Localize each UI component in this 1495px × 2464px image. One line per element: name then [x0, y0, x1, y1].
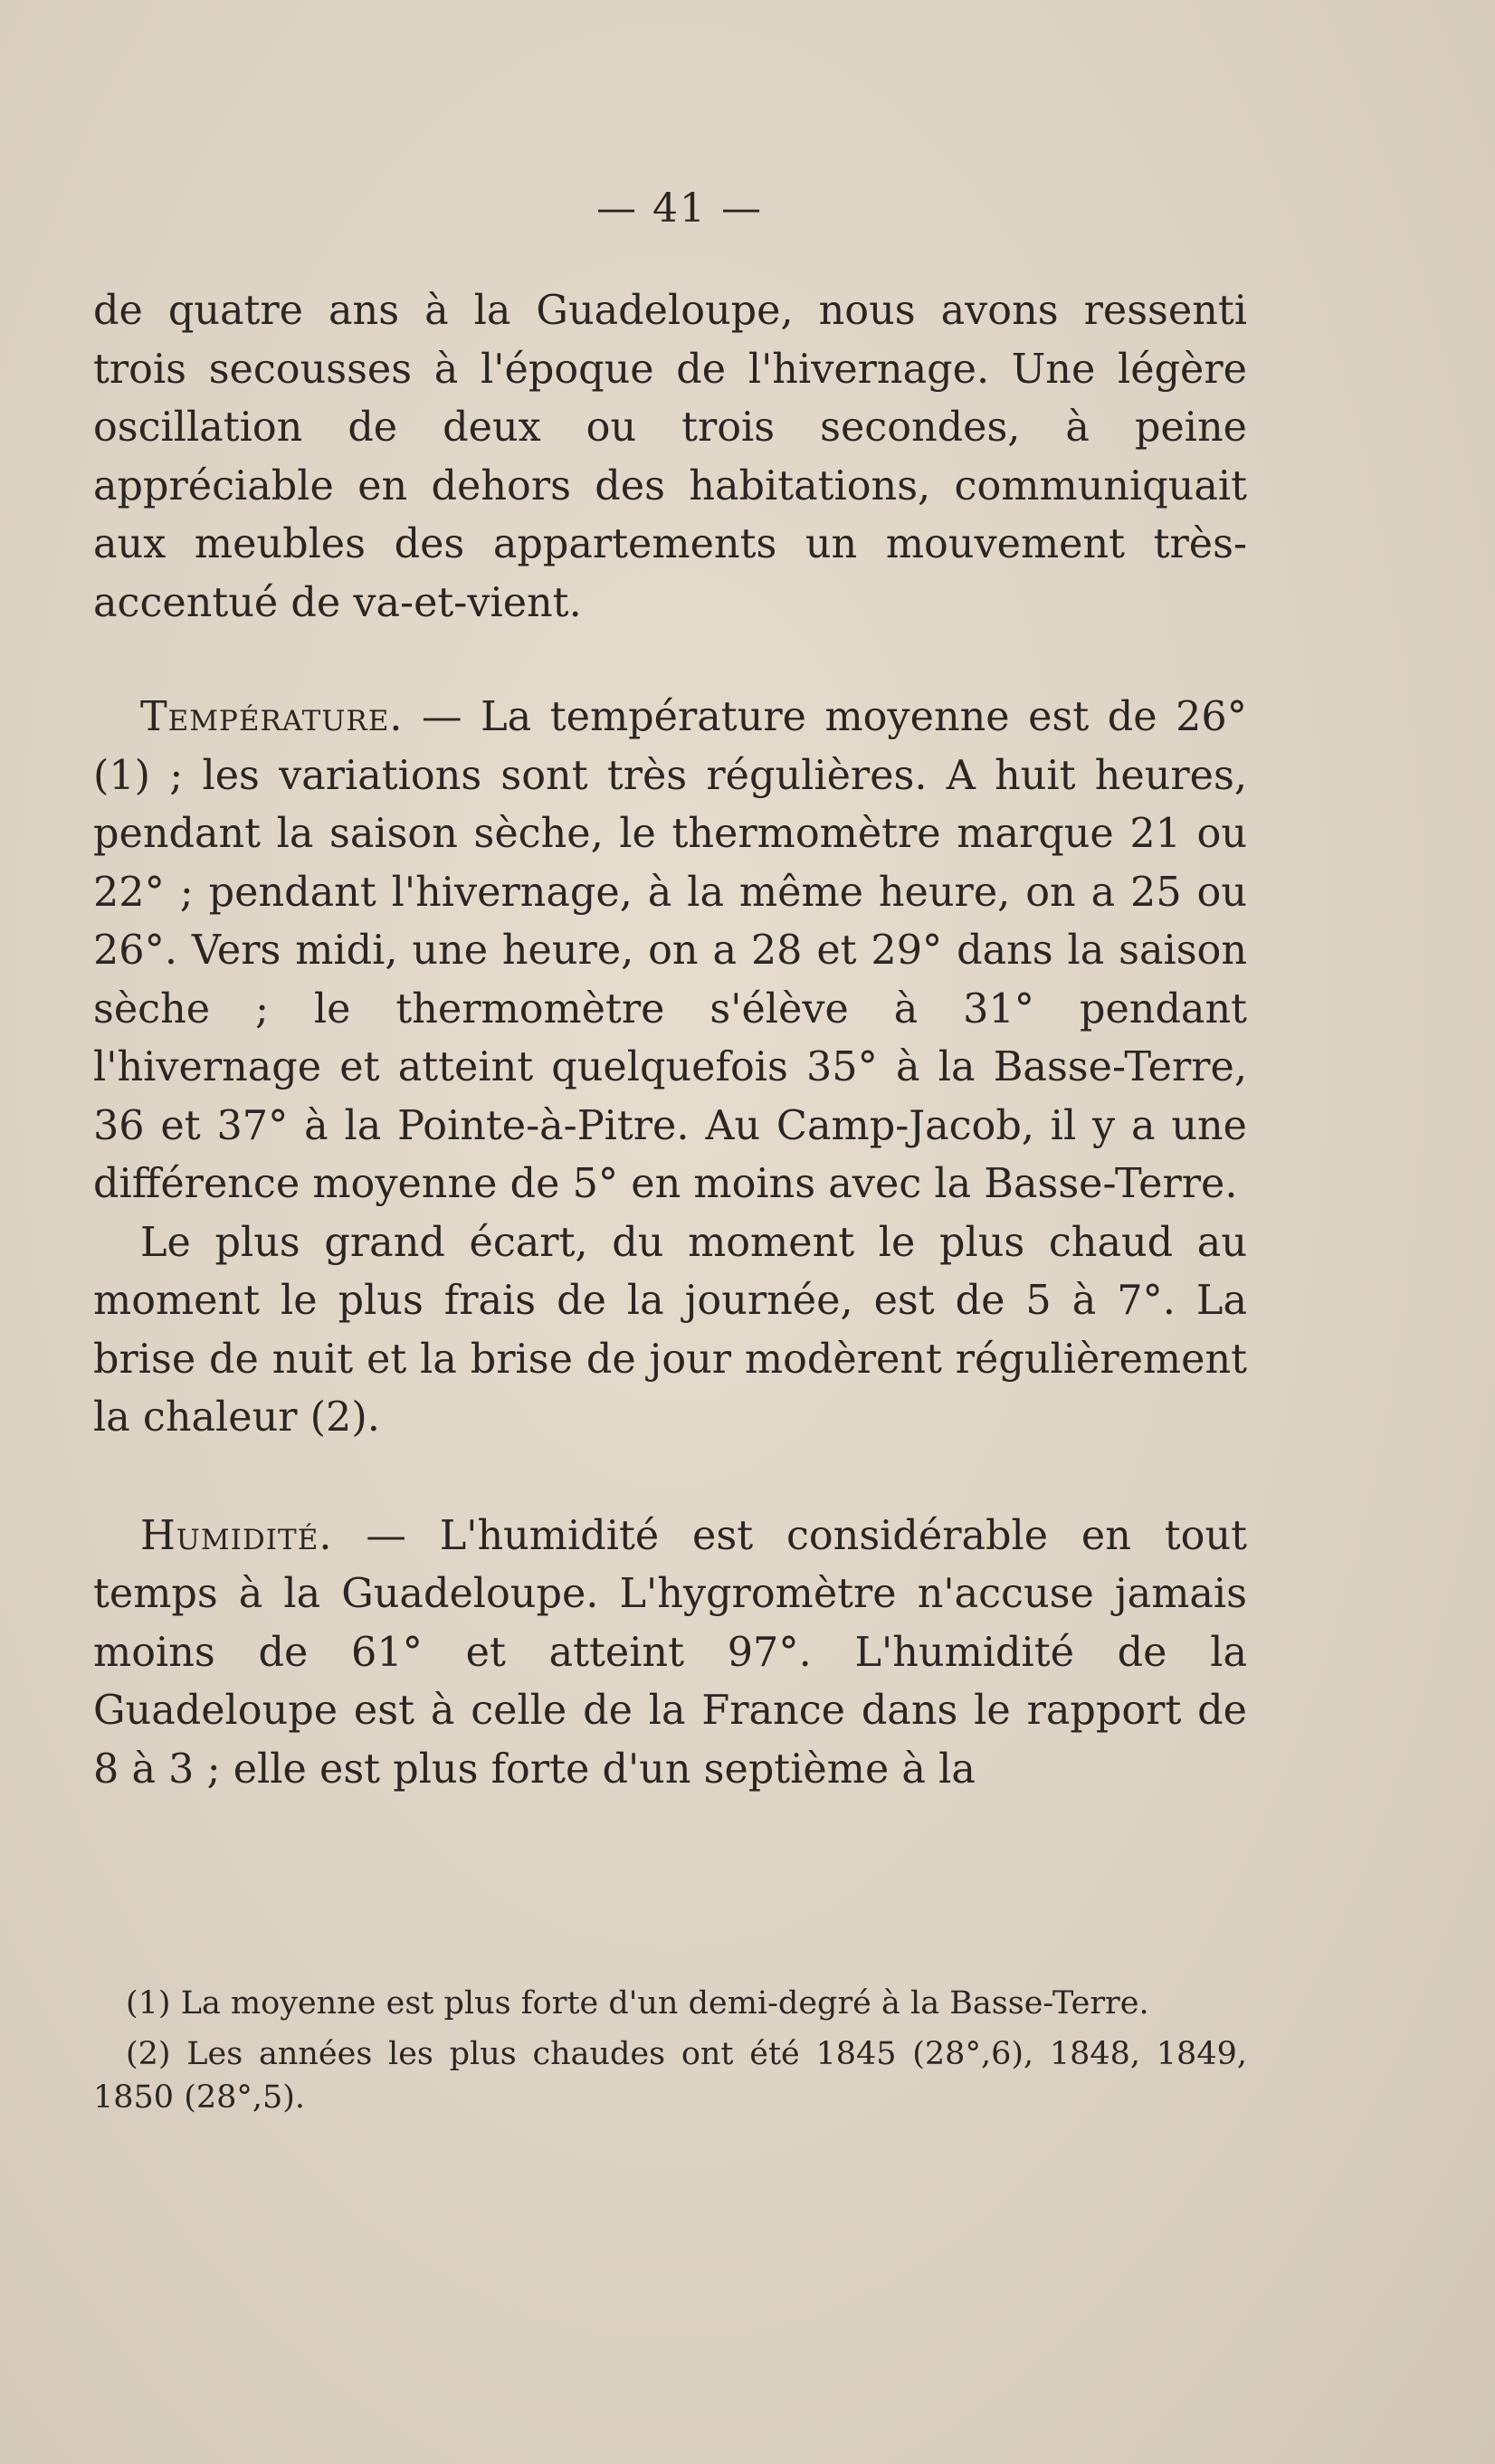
- paragraph-temperature: [93, 689, 1247, 1214]
- temperature-text: — La température moyenne est de 26° (1) ; les variations sont très régulières. A huit heures, pendant la saison sèche, le thermomètre marque 21 ou 22° ; pendant l'hivernage, à la même heure, on a 25 ou 26°. Vers midi, une heure, on a 28 et 29° dans la saison sèche ; le thermomètre s'élève à 31° pendant l'hivernage et atteint quelquefois 35° à la Basse-Terre, 36 et 37° à la Pointe-à-Pitre. Au Camp-Jacob, il y a une différence moyenne de 5° en moins avec la Basse-Terre.: [93, 694, 1247, 1207]
- humidite-text: — L'humidité est considérable en tout temps à la Guadeloupe. L'hygromètre n'accuse jamais moins de 61° et atteint 97°. L'humidité de la Guadeloupe est à celle de la France dans le rapport de 8 à 3 ; elle est plus forte d'un septième à la: [93, 1512, 1247, 1793]
- paragraph-intro: de quatre ans à la Guadeloupe, nous avons ressenti trois secousses à l'époque de l'hivernage. Une légère oscillation de deux ou trois secondes, à peine appréciable en dehors des habitations, communiquait aux meubles des appartements un mouvement très-accentué de va-et-vient.: [93, 288, 1247, 626]
- paragraph-humidite: [93, 1508, 1247, 1800]
- footnote-1: (1) La moyenne est plus forte d'un demi-degré à la Basse-Terre.: [126, 1985, 1149, 2022]
- body-text: [93, 282, 1247, 1799]
- page-number: — 41 —: [596, 186, 763, 232]
- footnotes: [93, 1982, 1247, 2126]
- section-heading-temperature: Température.: [140, 694, 404, 740]
- section-heading-humidite: Humidité.: [140, 1512, 333, 1559]
- paragraph-ecart: Le plus grand écart, du moment le plus chaud au moment le plus frais de la journée, est de 5 à 7°. La brise de nuit et la brise de jour modèrent régulièrement la chaleur (2).: [93, 1219, 1247, 1441]
- footnote-2: (2) Les années les plus chaudes ont été 1845 (28°,6), 1848, 1849, 1850 (28°,5).: [93, 2036, 1247, 2116]
